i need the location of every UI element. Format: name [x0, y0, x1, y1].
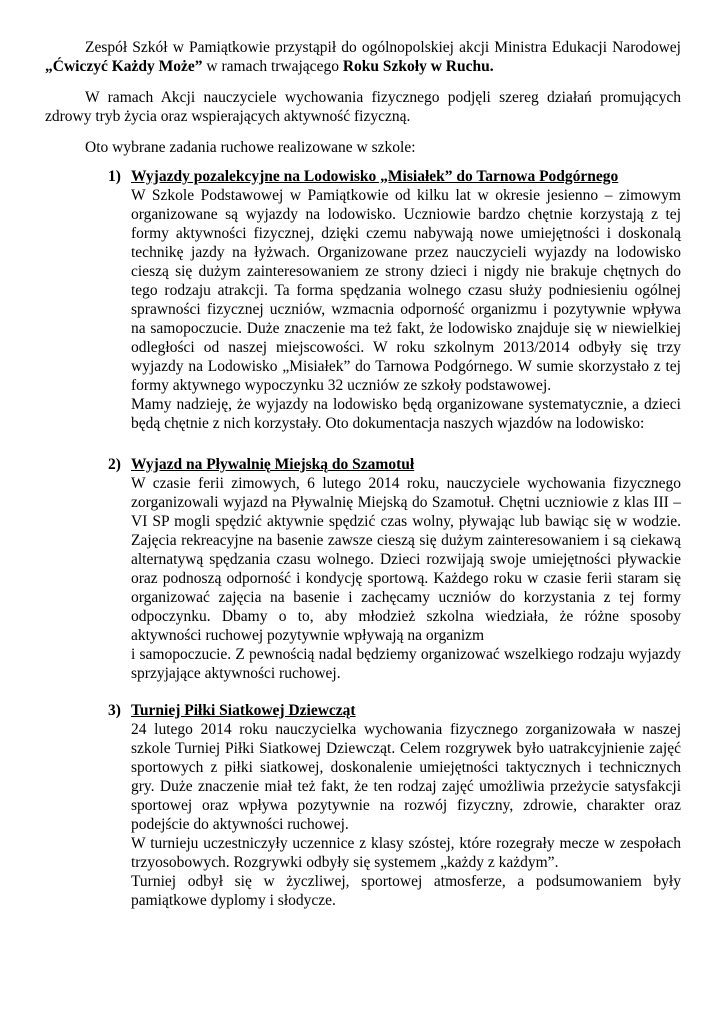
intro-paragraph-2: W ramach Akcji nauczyciele wychowania fizycznego podjęli szereg działań promujących zdrowy tryb życia oraz wspierających aktywność fizyczną. [45, 89, 681, 125]
intro-text: w ramach trwającego [202, 58, 343, 75]
intro-paragraph-1 [45, 38, 681, 76]
section-number: 1) [108, 168, 121, 185]
section-paragraph: W czasie ferii zimowych, 6 lutego 2014 roku, nauczyciele wychowania fizycznego zorganizowali wyjazd na Pływalnię Miejską do Szamotuł. Chętni uczniowie z klas III – VI SP mogli spędzić aktywnie spędzić czas wolny, pływając lub bawiąc się w wodzie. Zajęcia rekreacyjne na basenie zawsze cieszą się dużym zainteresowaniem i są ciekawą alternatywą spędzania czasu wolnego. Dzieci rozwijają swoje umiejętności pływackie oraz podnoszą odporność i kondycję sportową. Każdego roku w czasie ferii staram się organizować zajęcia na basenie i zachęcamy uczniów do korzystania z tej formy odpoczynku. Dbamy o to, aby młodzież szkolna wiedziała, że różne sposoby aktywności ruchowej pozytywnie wpływają na organizm [131, 475, 681, 644]
intro-text: Zespół Szkół w Pamiątkowie przystąpił do ogólnopolskiej akcji Ministra Edukacji Narodowej [85, 39, 681, 56]
section-number: 2) [108, 456, 121, 473]
section-paragraph: Turniej odbył się w życzliwej, sportowej atmosferze, a podsumowaniem były pamiątkowe dyplomy i słodycze. [131, 873, 681, 909]
section-paragraph: i samopoczucie. Z pewnością nadal będziemy organizować wszelkiego rodzaju wyjazdy sprzyjające aktywności ruchowej. [131, 646, 681, 682]
section-swimming-pool [108, 455, 681, 683]
section-paragraph: Mamy nadzieję, że wyjazdy na lodowisko będą organizowane systematycznie, a dzieci będą chętnie z nich korzystały. Oto dokumentacja naszych wjazdów na lodowisko: [131, 396, 681, 432]
document-page [45, 38, 681, 910]
section-paragraph: W turnieju uczestniczyły uczennice z klasy szóstej, które rozegrały mecze w zespołach trzyosobowych. Rozgrywki odbyły się systemem „każdy z każdym”. [131, 835, 681, 871]
section-paragraph: 24 lutego 2014 roku nauczycielka wychowania fizycznego zorganizowała w naszej szkole Turniej Piłki Siatkowej Dziewcząt. Celem rozgrywek było uatrakcyjnienie zajęć sportowych z piłki siatkowej, doskonalenie umiejętności taktycznych i technicznych gry. Duże znaczenie miał też fakt, że ten rodzaj zajęć umożliwia przeżycie satysfakcji sportowej oraz wpływa pozytywnie na rozwój fizyczny, zdrowie, charakter oraz podejście do aktywności ruchowej. [131, 721, 681, 833]
section-ice-rink [108, 167, 681, 433]
section-title: Turniej Piłki Siatkowej Dziewcząt [131, 702, 356, 719]
campaign-name: „Ćwiczyć Każdy Może” [45, 58, 203, 75]
section-volleyball-tournament [108, 701, 681, 910]
section-number: 3) [108, 702, 121, 719]
intro-paragraph-3: Oto wybrane zadania ruchowe realizowane w szkole: [85, 139, 416, 156]
year-name: Roku Szkoły w Ruchu. [342, 58, 494, 75]
section-title: Wyjazdy pozalekcyjne na Lodowisko „Misiałek” do Tarnowa Podgórnego [131, 168, 619, 185]
section-title: Wyjazd na Pływalnię Miejską do Szamotuł [131, 456, 415, 473]
section-paragraph: W Szkole Podstawowej w Pamiątkowie od kilku lat w okresie jesienno – zimowym organizowane są wyjazdy na lodowisko. Uczniowie bardzo chętnie korzystają z tej formy aktywności fizycznej, dzięki czemu nabywają nowe umiejętności i doskonalą technikę jazdy na łyżwach. Organizowane przez nauczycieli wyjazdy na lodowisko cieszą się dużym zainteresowaniem ze strony dzieci i nigdy nie brakuje chętnych do tego rodzaju atrakcji. Ta forma spędzania wolnego czasu służy podniesieniu ogólnej sprawności fizycznej uczniów, wzmacnia odporność organizmu i pozytywnie wpływa na samopoczucie. Duże znaczenie ma też fakt, że lodowisko znajduje się w niewielkiej odległości od naszej miejscowości. W roku szkolnym 2013/2014 odbyły się trzy wyjazdy na Lodowisko „Misiałek” do Tarnowa Podgórnego. W sumie skorzystało z tej formy aktywnego wypoczynku 32 uczniów ze szkoły podstawowej. [131, 187, 681, 394]
